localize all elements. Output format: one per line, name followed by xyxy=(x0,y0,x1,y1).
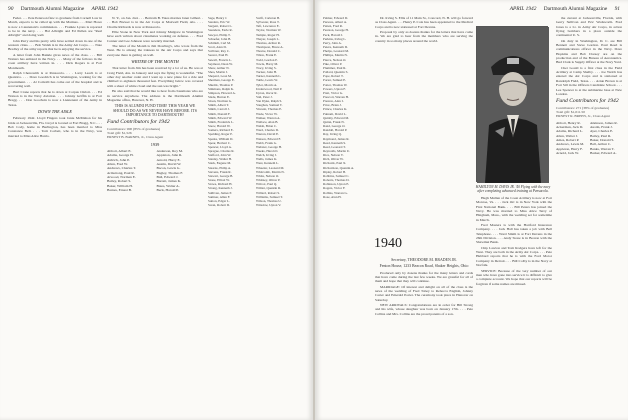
contributor-name: Pope, Robert T. xyxy=(323,74,344,79)
contributor-name: Allen, Walter J. xyxy=(556,133,579,138)
contributor-name: Reynolds, Martin U. xyxy=(323,149,351,153)
contributor-name: Palmer, Edward D. xyxy=(323,16,349,20)
contributor-name: Warren, David E. xyxy=(256,132,279,137)
contributor-name: Wheeler, Leonard M. xyxy=(256,165,285,170)
contributor-name: Taylor, Norman W. xyxy=(256,28,282,33)
contributor-name: Sage, Henry J. xyxy=(208,16,228,20)
contributor-name: Winslow, Upton V. xyxy=(256,203,281,208)
contributor-name: Watson, Edward F. xyxy=(256,136,281,141)
contributor-name: Stanley, Walter H. xyxy=(208,157,232,162)
contributor-name: Tyler, Morris A. xyxy=(256,82,278,87)
contributor-name: Sloan, Norman G. xyxy=(208,99,232,104)
alumni-fund-notice: THIS IS ALUMNI FUND TIME! THIS YEAR WE SHOULD DO AS WE NEVER HAVE BEFORE. ITS IMPORTANCE TO DARTMOUTH! xyxy=(113,104,197,117)
contributor-name: Peck, Harold J. xyxy=(323,32,344,37)
fund-summary-line: Total gift: $1,011.50 xyxy=(556,109,585,114)
contributor-name: Williams, Samuel T. xyxy=(256,194,283,199)
contributor-name: Thompson, Bruce A. xyxy=(256,45,284,50)
fund-summary-line: Contributors: 900 (85% of graduates) xyxy=(107,126,161,131)
contributor-name: Barrett, James K. xyxy=(156,179,182,184)
right-names-column xyxy=(323,16,371,236)
contributor-name: Sparks, William D. xyxy=(208,136,234,141)
contributor-name: Austin, Frank J. xyxy=(590,124,613,129)
contributor-name: West, Kenneth L. xyxy=(256,161,279,166)
contributor-name: Atwood, Norman E. xyxy=(107,175,136,179)
article-paragraph: The letter of the Month is Jim Dowling's, who wrote from the West. He is among the trainees in the Air Corps and says that everyone there is getting on well. xyxy=(107,44,203,57)
contributor-name: Weeks, Harold I. xyxy=(256,149,279,153)
fund-year: 1939 xyxy=(150,141,160,147)
contributor-name: Schaefer, John B. xyxy=(208,36,232,41)
contributor-name: Shea, Martin J. xyxy=(208,70,228,75)
contributor-name: Quinn, Frank N. xyxy=(323,119,345,124)
contributor-name: Shaw, Arthur N. xyxy=(208,65,230,70)
contributor-name: Spencer, Lloyd A. xyxy=(208,144,232,149)
contributor-name: Bailey, Paul R. xyxy=(590,133,612,138)
article-paragraph: John Perry and his pretty wife have settled down in one of the western cities. . . . Bob Walsh is in the Army Air Corps. . . . Nate Bradley of the army reports that he is enjoying the service. xyxy=(8,38,102,52)
contributor-name: Seaver, Paul H. xyxy=(208,53,229,58)
contributor-name: Swan, Robert D. xyxy=(208,203,230,208)
article-paragraph: Chip Lawton and Tom Rodgers have left for the West. They are both in the Army Air Corps. . . . Pete Hubbard reports that he is with the Ford Motor Company in Detroit. . . . Bill Colby is in the Navy at Norfolk. xyxy=(476,245,552,268)
contributor-name: Ames, Robert P. xyxy=(556,137,580,142)
contributor-name: Smith, Edward W. xyxy=(208,115,233,120)
article-paragraph: February 1942. Lloyd Fingers took Janie McMahon for his bride at Jacksonville, Fla. Lloyd is located at Fort Bragg, N.C. . . . Bob Cody, home in Burlington, has been married to Miss Constance Bell. . . . Tom Corbett, who is in the Navy, was married to Miss Alice Harris. xyxy=(8,116,102,138)
class-secretary: Secretary, THEODORE M. BRADEN JR. xyxy=(391,258,457,262)
right-page-number: 91 xyxy=(614,6,620,12)
contributor-name: Richardson, Quentin A. xyxy=(323,165,355,170)
contributor-name: Upton, Oscar R. xyxy=(256,90,278,95)
contributor-name: Sumner, Allen F. xyxy=(208,194,231,199)
right-page xyxy=(315,0,628,420)
contributor-name: Welch, Irving J. xyxy=(256,153,277,158)
contributor-name: Willard, Robert S. xyxy=(256,190,281,195)
class-secretary-address: Fenton House, 1233 Beacon Road, Shaker Heights, Ohio xyxy=(379,264,469,269)
contributor-name: Spear, Herbert C. xyxy=(208,140,231,145)
aviator-portrait-image xyxy=(477,27,549,183)
contributor-name: Thayer, Joseph L. xyxy=(256,36,280,41)
contributor-name: Thomas, Arthur R. xyxy=(256,40,281,45)
contributor-name: Tracy, Irving S. xyxy=(256,65,277,70)
article-paragraph: Fred Masters is with the Hartford Insurance Company. . . . Jack Hall has taken a job with Bell Telephone. . . . Ward Smith is at Fort Devens in the 26th Division. . . . Andy Stone is in Boston with the Shawmut Bank. xyxy=(476,223,552,245)
contributor-name: Vaughan, Samuel T. xyxy=(256,103,283,108)
contributor-name: Thorne, Donald C. xyxy=(256,49,281,54)
article-paragraph: A letter from John Bankle gives news of the class. . . . Bill Watters has enlisted in the Navy. . . . Many of the fellows in the coast artillery have written in. . . . Dick Rogers is at Fort Monmouth. xyxy=(8,52,102,70)
contributor-name: Phelps, Leonard M. xyxy=(323,49,350,54)
contributor-name: Bailey, Robert S. xyxy=(107,179,132,184)
contributor-name: Rogers, Victor F. xyxy=(323,186,346,191)
contributor-name: Richards, Paul X. xyxy=(323,161,347,166)
contributor-name: Andrews, Charles T. xyxy=(107,166,137,171)
contributor-name: Baker, William H. xyxy=(107,183,133,188)
contributor-name: Austin, David W. xyxy=(156,161,182,166)
contributor-name: Reed, Leonard T. xyxy=(323,144,346,149)
contributor-name: Turner, Kenneth L. xyxy=(256,74,282,79)
article-paragraph: Ellie Stone in New York and Johnny Mulgrew in Washington have each written about classmates working on defense. . . . Fred Conner and Lee Johnson were recently married. xyxy=(107,30,203,43)
contributor-name: Ray, Irving Q. xyxy=(323,132,342,137)
left-names-column-a xyxy=(208,16,252,416)
contributor-name: Smith, Donald F. xyxy=(208,111,231,116)
right-column-3 xyxy=(476,196,552,416)
article-paragraph: SERVICE: Because of the very number of our men who have gone into service it is difficult to give a complete account. We hope that our reports will be forgiven if some names are missed. xyxy=(476,268,552,286)
left-names-column-b xyxy=(256,16,306,416)
portrait-photo xyxy=(476,26,548,182)
article-paragraph: Chet Gould is a first class in the Field Artillery at Camp Shelby. . . . Joe Welch has entered the Air Corps and is stationed at Randolph Field, Texas. . . . Arnie Brown is at Fort Sill in the Officers Candidate School. . . . Lee Spencer is at the submarine base at New London. xyxy=(556,65,622,96)
fund-summary-line: ERNEST B. BARNES, Jr., Class Agent xyxy=(107,135,164,140)
contributor-name: Potter, Thomas W. xyxy=(323,82,348,87)
article-paragraph: Ralph Chenowith is at Pensacola. . . . Larry Leach is at Quantico. . . . Dave Goodrich is in Washington, working for the government. . . . Al Comolli has come out of the hospital and is recovering well. xyxy=(8,71,102,89)
contributor-name: Quinby, Edward M. xyxy=(323,115,350,120)
contributor-name: Shepard, Leon M. xyxy=(208,74,232,79)
contributor-name: Sutton, Edgar L. xyxy=(208,198,230,203)
contributor-name: Ward, Charles D. xyxy=(256,128,279,133)
contributor-name: Seymour, Dean W. xyxy=(208,61,233,66)
right-magazine-title: Dartmouth Alumni Magazine xyxy=(543,6,608,12)
right-column-1-tail xyxy=(323,236,371,416)
article-paragraph: MARRIAGE: Of interest and delight on all of the class is the news of the wedding of Fred Tobey to Rebecca English, Johnny Carter and Emerald Porter. The ceremony took place in Hanover on Saturday. xyxy=(375,284,473,302)
contributor-name: Abbott, Albert E. xyxy=(107,148,132,153)
contributor-name: Sawyer, Philip T. xyxy=(208,32,231,37)
contributor-name: Bates, Walter A. xyxy=(156,183,180,188)
contributor-name: Beck, Harold P. xyxy=(156,188,179,193)
contributor-name: Spalding, Roger P. xyxy=(208,132,233,137)
contributor-name: Sullivan, James P. xyxy=(208,190,232,195)
contributor-name: Van Dyke, Ralph S. xyxy=(256,99,283,104)
contributor-name: Patten, Fred R. xyxy=(323,24,343,29)
contributor-name: Walker, Warren A. xyxy=(256,115,281,120)
contributor-name: Perry, John A. xyxy=(323,40,342,45)
contributor-name: Ball, Edward J. xyxy=(156,175,179,179)
contributor-name: Adams, George H. xyxy=(107,153,134,158)
contributor-name: Sanders, Eric W. xyxy=(208,20,230,25)
contributor-name: Appleton, John R. xyxy=(156,153,183,158)
contributor-name: Peters, Kenneth D. xyxy=(323,45,348,50)
contributor-name: Whitcomb, Martin N. xyxy=(256,169,285,174)
fund-contributors-title-right: Fund Contributors for 1942 xyxy=(556,98,619,105)
contributor-name: Smith, Frederick L. xyxy=(208,119,234,124)
contributor-name: Whitney, Oliver P. xyxy=(256,178,281,183)
photo-caption: HAMILTON M. DAVIS JR. '40 Flying with the navy after completing advanced training at Pensacola. xyxy=(475,185,551,194)
contributor-name: Strong, Kenneth J. xyxy=(208,186,233,191)
article-paragraph: the current at Jacksonville, Florida, with Gerry Sullivan and Eric Wadsworth. Fred Jones is a Lt. in Army Air Corps, in action flying bombers in a place outside the continental U. S. xyxy=(556,16,622,38)
section-heading-down-the-aisle: DOWN THE AISLE xyxy=(37,108,73,114)
contributor-name: Stowe, Richard H. xyxy=(208,182,233,187)
contributor-name: Phillips, Martin N. xyxy=(323,53,348,58)
contributor-name: Barnes, Ernest B. xyxy=(107,188,132,193)
contributor-name: Armstrong, Paul R. xyxy=(107,170,135,175)
contributor-name: Wells, James K. xyxy=(256,157,278,162)
contributor-name: Arnold, Jack W. xyxy=(556,150,579,155)
left-magazine-title: Dartmouth Alumni Magazine xyxy=(20,6,85,12)
contributor-name: Atkinson, James R. xyxy=(590,120,618,125)
contributor-name: Vincent, Thomas E. xyxy=(256,107,283,112)
contributor-name: Sylvester, Ross T. xyxy=(256,20,280,25)
contributor-name: Parsons, Albert A. xyxy=(323,20,347,25)
left-running-head xyxy=(8,6,118,12)
contributor-name: Aldrich, John P. xyxy=(107,157,130,162)
contributor-name: Swift, Carleton B. xyxy=(256,16,280,20)
contributor-name: Temple, Roger H. xyxy=(256,32,280,37)
section-heading-writer-of-the-month: WRITER OF THE MONTH xyxy=(131,59,179,65)
contributor-name: Sprague, Charles R. xyxy=(208,149,235,153)
contributor-name: Taft, Lawrence E. xyxy=(256,24,280,29)
right-column-2-class xyxy=(375,256,473,416)
contributor-name: Simmons, Ralph K. xyxy=(208,86,235,91)
article-paragraph: Proposal by only as dozens thanks for the letters that have come in. We are glad to hear from the members who are serving the country in so many places around the world. xyxy=(375,30,473,43)
left-column-2 xyxy=(107,16,203,416)
article-paragraph: That letter from Jim has been received by a lot of us. He was at Craig Field, Ala. in January and says the flying is wonderful. "The other day another cadet and I went up a new plane for a ride and climbed to eighteen thousand feet. Everything below was covered with a sheet of white cloud and the sun was bright." xyxy=(107,66,203,88)
contributor-name: Putnam, David L. xyxy=(323,111,347,116)
contributor-name: Smith, Carroll J. xyxy=(208,107,230,112)
contributor-name: Walsh, Brian C. xyxy=(256,124,277,129)
contributor-name: Somers, Richard E. xyxy=(208,128,234,133)
left-page xyxy=(0,0,313,420)
contributor-name: Prescott, Warren H. xyxy=(323,94,349,99)
contributor-name: Appleton, Harry F. xyxy=(556,146,583,151)
article-paragraph: He also said that he would like to hear from classmates who are in service anywhere. The address is the Dartmouth Alumni Magazine office, Hanover, N. H. xyxy=(107,89,203,102)
article-paragraph: N. Y., on Jan. 2nd. . . . Bertram B. Yates marries Janet Gilbert. . . . Bob Brewer is in the Air Corps at Maxwell Field, Ala. . . . Charlie Richards is now at Pensacola. xyxy=(107,16,203,29)
contributor-name: Stafford, John W. xyxy=(208,153,232,158)
contributor-name: Baker, Donald S. xyxy=(590,137,615,142)
contributor-name: Abbott, Henry R. xyxy=(556,120,581,125)
contributor-name: Andrews, Lewis M. xyxy=(556,142,585,147)
contributor-name: Powers, Upton F. xyxy=(323,86,346,91)
contributor-name: Wilder, Quentin R. xyxy=(256,186,282,191)
contributor-name: Stearns, Philip A. xyxy=(208,165,232,170)
contributor-name: Porter, Samuel E. xyxy=(323,78,347,83)
left-page-number: 90 xyxy=(8,6,14,12)
contributor-name: Rich, Oliver W. xyxy=(323,157,344,162)
contributor-name: Pierce, Nelson O. xyxy=(323,57,347,62)
contributor-name: Wade, Victor W. xyxy=(256,111,278,116)
contributor-name: Underwood, Neil P. xyxy=(256,86,283,91)
contributor-name: Stevens, Frank R. xyxy=(208,169,232,174)
contributor-name: Pratt, Victor G. xyxy=(323,90,344,95)
contributor-name: Arnold, Harry E. xyxy=(156,157,181,162)
article-paragraph: NEW ARRIVALS: Congratulations are in order for Bill Strong and his wife, whose daughter was born on January 17th. . . . Pete Collins and Mrs. Collins are the proud parents of a son. xyxy=(375,303,473,316)
contributor-name: Tucker, John H. xyxy=(256,70,277,75)
contributor-name: Robinson, Upton E. xyxy=(323,182,350,187)
article-paragraph: On duty in Washington, D. C. are Bill Bennett and Steve Gordon. Paul Reed is communications officer in the Navy. Dave Hopkins and Bob Dorsey are on the production end of the Bureau of Aeronautics. Bud Clark is Supply Officer at the Navy Yard. xyxy=(556,38,622,65)
contributor-name: Sargent, Robert L. xyxy=(208,24,233,29)
contributor-name: Wallace, Alan B. xyxy=(256,119,279,124)
right-column-4 xyxy=(556,16,622,416)
contributor-name: Prince, Charles K. xyxy=(323,107,348,112)
contributor-name: Stone, Elliott W. xyxy=(208,178,230,183)
contributor-name: Adams, Richard L. xyxy=(556,129,583,134)
contributor-name: Scribner, Ray C. xyxy=(208,49,230,54)
contributor-name: Ripley, Robert B. xyxy=(323,169,347,174)
contributor-name: Saunders, Earle R. xyxy=(208,28,233,33)
contributor-name: Webb, Frank G. xyxy=(256,140,277,145)
contributor-name: Scott, Alan D. xyxy=(208,45,227,50)
right-issue-date: APRIL 1942 xyxy=(509,6,537,12)
contributor-name: Towle, Harry M. xyxy=(256,61,279,66)
fund-summary-line: Contributors: 271 (38% of graduates) xyxy=(556,105,610,110)
contributor-name: Smith, Albert T. xyxy=(208,103,230,108)
contributor-name: Price, Brian J. xyxy=(323,103,342,108)
contributor-name: Banks, Warren T. xyxy=(590,146,615,151)
contributor-name: Stark, Eugene M. xyxy=(208,161,232,166)
contributor-name: Raymond, James R. xyxy=(323,136,350,141)
contributor-name: Stewart, George B. xyxy=(208,173,234,178)
contributor-name: White, Nelson O. xyxy=(256,173,280,178)
contributor-name: Anderson, Roy M. xyxy=(156,148,183,153)
fund-summary-line: Total gift: $1,526 xyxy=(107,130,132,135)
contributor-name: Sewall, Francis L. xyxy=(208,57,232,62)
contributor-name: Rand, George O. xyxy=(323,124,346,129)
contributor-name: Roberts, Thomas D. xyxy=(323,178,350,183)
contributor-name: Pearson, George H. xyxy=(323,28,349,33)
contributor-name: Robbins, Samuel C. xyxy=(323,173,350,178)
article-paragraph: Hugh Mullen of the Coast Artillery is now at Fort Monroe, Va. . . . Jack Orr is in New York with the First National Bank. . . . Bill Peters has joined the Navy. He was married to Miss Alice Terry of Hingham, Mass., with the wedding set for sometime in March. xyxy=(476,196,552,222)
contributor-name: Tilton, Frank E. xyxy=(256,53,277,58)
contributor-name: Wilson, Thomas U. xyxy=(256,198,282,203)
contributor-name: Bacon, Lewis G. xyxy=(156,166,181,171)
contributor-name: Barker, Edward A. xyxy=(590,150,617,155)
contributor-name: Ayer, Charles E. xyxy=(590,129,614,134)
contributor-name: Slade, Burton E. xyxy=(208,94,230,99)
article-paragraph: Feder. . . . Pete Peterson flew to graduate from Cornell Law in March, expects to be called up with the Marines. . . . Mart Howe is now a Lieutenant's commission. . . . Frankie Lyons is reported to be in the navy. . . . Hal Albright and Ed Pullen are "Real Albright" and doing well. xyxy=(8,16,102,38)
right-running-head xyxy=(510,6,620,12)
fund-summary-line: ERNEST R. BREEN, Jr., Class Agent xyxy=(556,114,610,119)
contributor-name: Sherman, George E. xyxy=(208,78,235,83)
contributor-name: Tuttle, Lewis W. xyxy=(256,78,278,83)
contributor-name: Rice, Nelson V. xyxy=(323,153,344,158)
article-paragraph: Burt Crane reports that he is down at Corpus Christi. . . . Ed Watson is in the Navy Aviation. . . . Johnny Griffin is at Fort Bragg. . . . Don Goodwin is now a Lieutenant of the Army in Texas. xyxy=(8,89,102,107)
contributor-name: Shields, Thomas P. xyxy=(208,82,234,87)
article-paragraph: Dr. Irving S. Ellis of 11 Main St., Concord, N. H. will go forward as Class Agent. . . . Henry P. Cole has been appointed to the Medical Corps and is now stationed at Fort Devens. xyxy=(375,16,473,29)
contributor-name: Todd, Gordon P. xyxy=(256,57,278,62)
contributor-name: Wilcox, Paul Q. xyxy=(256,182,278,187)
contributor-name: Preston, Alan I. xyxy=(323,99,344,104)
class-year-heading: 1940 xyxy=(374,236,402,251)
contributor-name: Rose, Alan H. xyxy=(323,194,342,199)
contributor-name: Randall, Harold P. xyxy=(323,128,348,133)
contributor-name: Read, Kenneth S. xyxy=(323,140,347,145)
article-paragraph: Produced only by dozens thanks for the many letters and cards that have come during the last few weeks. We are grateful for all of them and hope that they will continue. xyxy=(375,270,473,284)
contributor-name: Pike, Oliver P. xyxy=(323,61,343,66)
contributor-name: Ball, Arthur C. xyxy=(590,142,612,147)
contributor-name: Rollins, Warren G. xyxy=(323,190,348,195)
contributor-name: Allen, Fred W. xyxy=(107,161,128,166)
contributor-name: Bagley, Thomas F. xyxy=(156,170,183,175)
contributor-name: Webster, George H. xyxy=(256,144,282,149)
left-issue-date: APRIL 1942 xyxy=(91,6,119,12)
contributor-name: Plummer, Paul R. xyxy=(323,65,347,70)
contributor-name: Ackerman, Jack D. xyxy=(556,124,584,129)
contributor-name: Simpson, Howard A. xyxy=(208,90,236,95)
contributor-name: Perkins, Irving L. xyxy=(323,36,347,41)
contributor-name: Vail, Peter J. xyxy=(256,94,273,99)
contributor-name: Pollard, Quentin S. xyxy=(323,70,349,75)
contributor-name: Snow, Harold W. xyxy=(208,124,231,129)
fund-contributors-title: Fund Contributors for 1942 xyxy=(107,119,170,126)
left-column-1 xyxy=(8,16,102,416)
contributor-name: Schmidt, Carl M. xyxy=(208,40,231,45)
